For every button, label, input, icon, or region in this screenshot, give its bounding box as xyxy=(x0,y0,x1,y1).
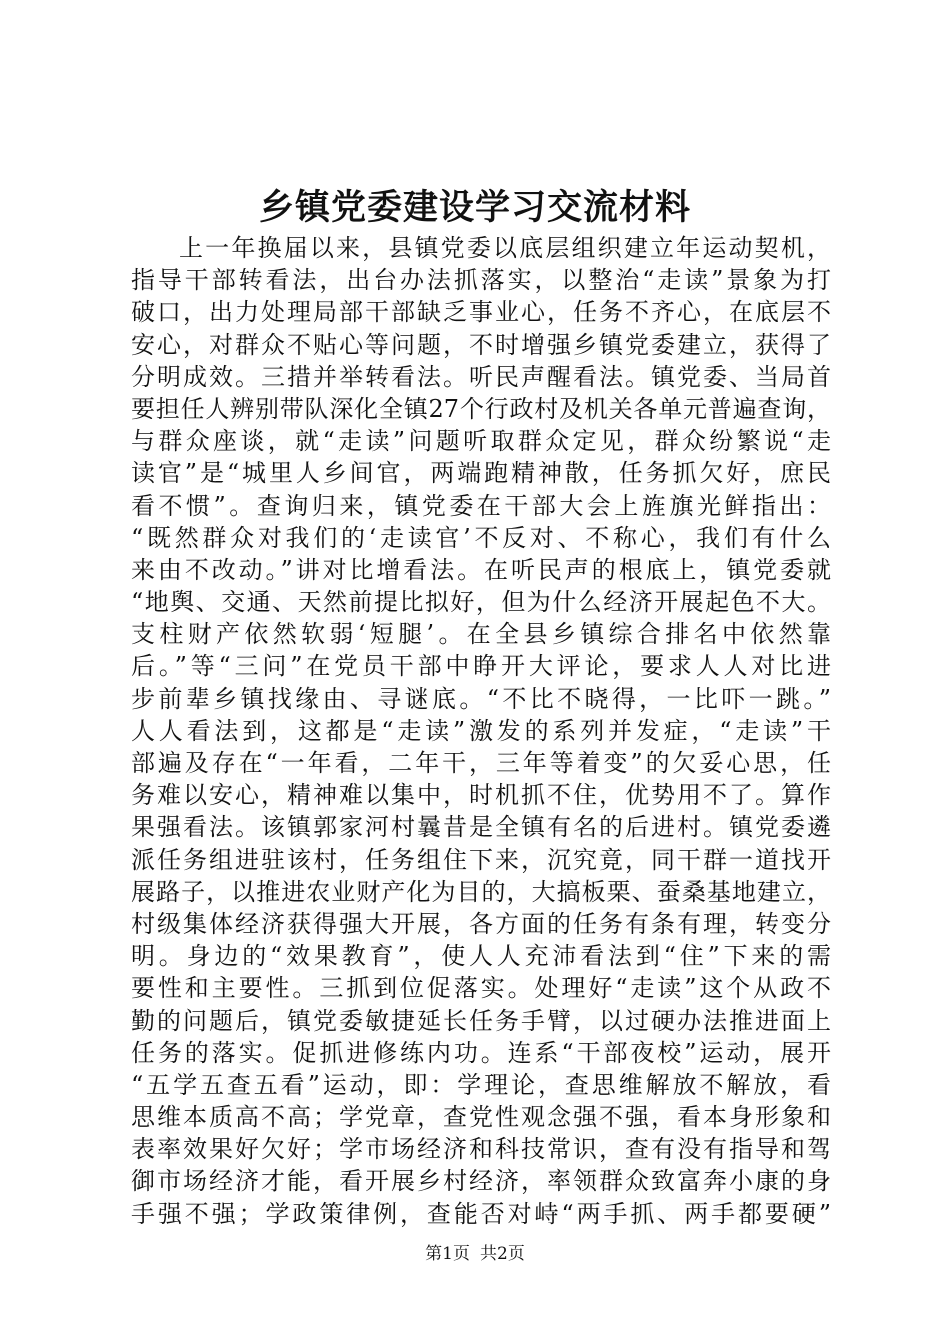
body-line: “地舆、交通、天然前提比拟好，但为什么经济开展起色不大。 xyxy=(131,588,831,617)
body-line: 展路子，以推进农业财产化为目的，大搞板栗、蚕桑基地建立， xyxy=(131,877,831,906)
body-line: 人人看法到，这都是“走读”激发的系列并发症，“走读”干 xyxy=(131,716,831,745)
body-line: 读官”是“城里人乡间官，两端跑精神散，任务抓欠好，庶民 xyxy=(131,459,831,488)
body-line: 务难以安心，精神难以集中，时机抓不住，优势用不了。算作 xyxy=(131,781,831,810)
body-line: 思维本质高不高；学党章，查党性观念强不强，看本身形象和 xyxy=(131,1103,831,1132)
body-line: 指导干部转看法，出台办法抓落实，以整治“走读”景象为打 xyxy=(131,266,831,295)
page-footer xyxy=(0,1243,950,1265)
body-line: 来由不改动。”讲对比增看法。在听民声的根底上，镇党委就 xyxy=(131,555,831,584)
body-line: 要担任人辨别带队深化全镇27个行政村及机关各单元普遍查询， xyxy=(131,394,831,423)
body-line: 分明成效。三措并举转看法。听民声醒看法。镇党委、当局首 xyxy=(131,362,831,391)
body-line: 御市场经济才能，看开展乡村经济，率领群众致富奔小康的身 xyxy=(131,1167,831,1196)
body-line: 支柱财产依然软弱‘短腿’。在全县乡镇综合排名中依然靠 xyxy=(131,620,831,649)
body-line: 与群众座谈，就“走读”问题听取群众定见，群众纷繁说“走 xyxy=(131,427,831,456)
body-line: 果强看法。该镇郭家河村曩昔是全镇有名的后进村。镇党委遴 xyxy=(131,813,831,842)
body-line: “既然群众对我们的‘走读官’不反对、不称心，我们有什么 xyxy=(131,523,831,552)
document-title: 乡镇党委建设学习交流材料 xyxy=(258,187,691,228)
body-line: 破口，出力处理局部干部缺乏事业心，任务不齐心，在底层不 xyxy=(131,298,831,327)
body-line: 任务的落实。促抓进修练内功。连系“干部夜校”运动，展开 xyxy=(131,1038,831,1067)
body-line: 手强不强；学政策律例，查能否对峙“两手抓、两手都要硬” xyxy=(131,1199,831,1228)
body-line: 明。身边的“效果教育”，使人人充沛看法到“住”下来的需 xyxy=(131,942,831,971)
body-line: “五学五查五看”运动，即：学理论，查思维解放不解放，看 xyxy=(131,1070,831,1099)
body-line: 部遍及存在“一年看，二年干，三年等着变”的欠妥心思，任 xyxy=(131,749,831,777)
body-line: 表率效果好欠好；学市场经济和科技常识，查有没有指导和驾 xyxy=(131,1135,831,1164)
body-line: 安心，对群众不贴心等问题，不时增强乡镇党委建立，获得了 xyxy=(131,330,831,359)
body-line: 要性和主要性。三抓到位促落实。处理好“走读”这个从政不 xyxy=(131,974,831,1003)
body-line: 后。”等“三问”在党员干部中睁开大评论，要求人人对比进 xyxy=(131,652,831,681)
page-total: 共2页 xyxy=(480,1244,525,1264)
page-number: 第1页 xyxy=(425,1244,470,1264)
body-line: 看不惯”。查询归来，镇党委在干部大会上旌旗光鲜指出： xyxy=(131,491,831,520)
body-line: 村级集体经济获得强大开展，各方面的任务有条有理，转变分 xyxy=(131,909,831,938)
document-body xyxy=(131,232,831,1230)
body-line: 派任务组进驻该村，任务组住下来，沉究竟，同干群一道找开 xyxy=(131,845,831,874)
body-line: 勤的问题后，镇党委敏捷延长任务手臂，以过硬办法推进面上 xyxy=(131,1006,831,1035)
body-line: 上一年换届以来，县镇党委以底层组织建立年运动契机， xyxy=(179,234,831,262)
body-line: 步前辈乡镇找缘由、寻谜底。“不比不晓得，一比吓一跳。” xyxy=(131,684,831,713)
